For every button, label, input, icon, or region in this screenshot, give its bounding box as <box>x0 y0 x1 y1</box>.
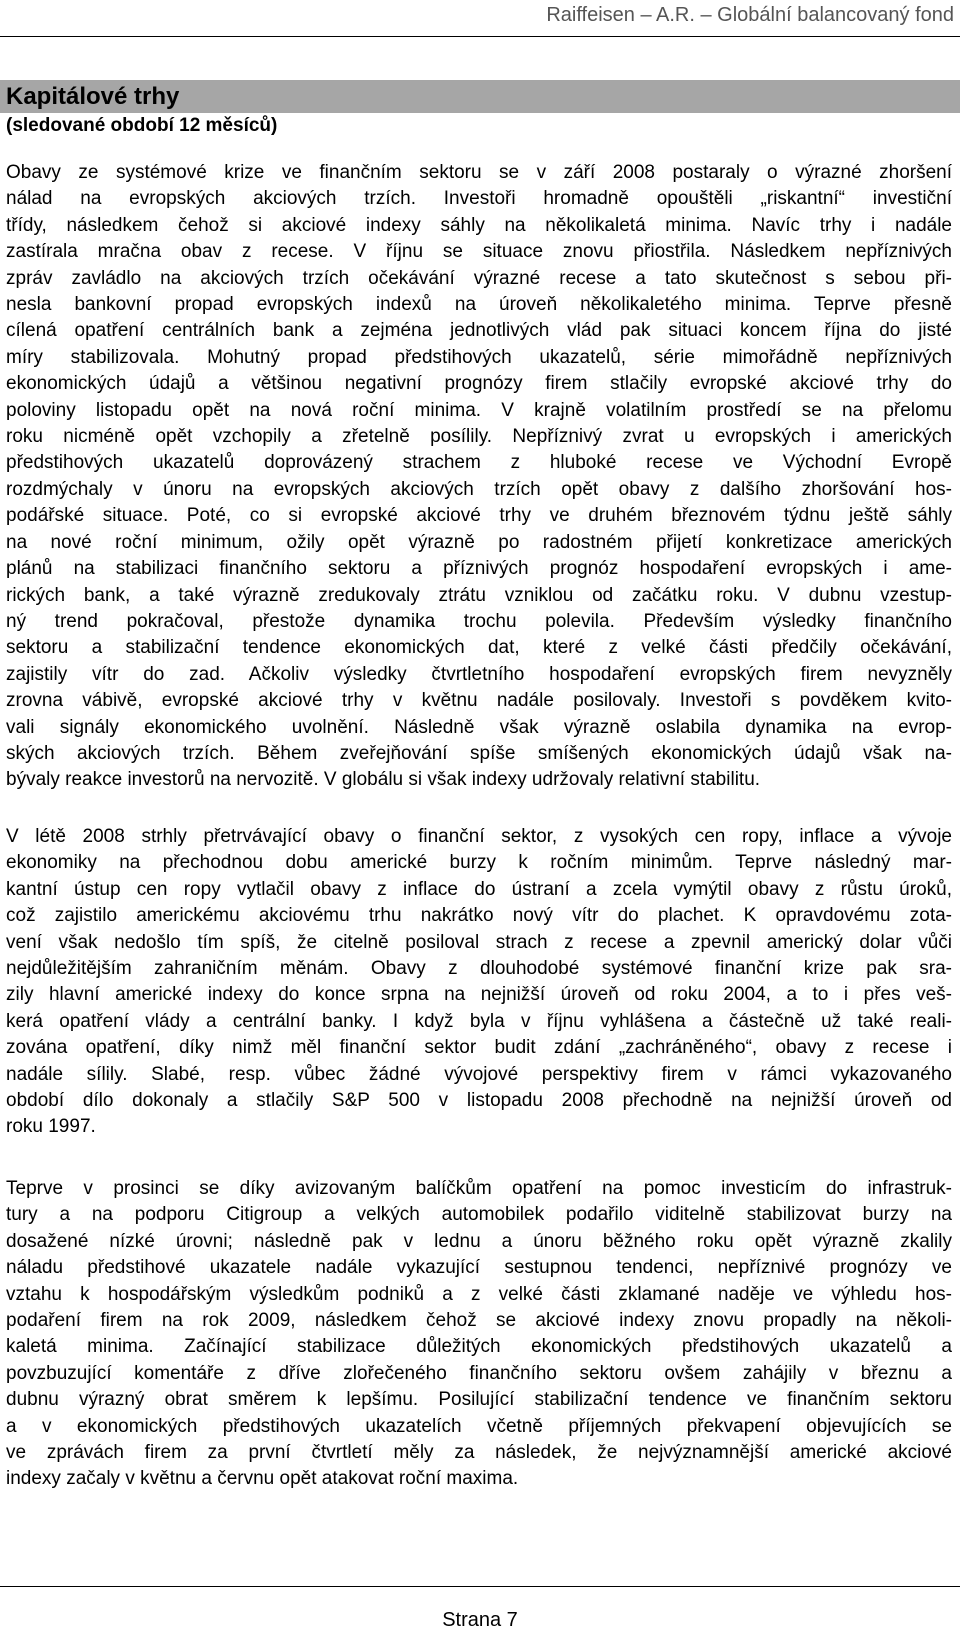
text-line: vení však nedošlo tím spíš, že citelně posiloval strach z recese a zpevnil americký dolar vůči <box>6 931 952 953</box>
text-line: bývaly reakce investorů na nervozitě. V globálu si však indexy udržovaly relativní stabilitu. <box>6 769 761 791</box>
text-line: ve zprávách firem za první čtvrtletí měly za následek, že nejvýznamnější americké akciové <box>6 1442 952 1464</box>
footer-divider <box>0 1586 960 1587</box>
text-line: a v ekonomických předstihových ukazatelích včetně příjemných překvapení objevujících se <box>6 1415 952 1437</box>
text-line: ekonomiky na přechodnou dobu americké burzy k ročním minimům. Teprve následný mar- <box>6 852 952 874</box>
text-line: nadále sílily. Slabé, resp. vůbec žádné vývojové perspektivy firem v rámci vykazovaného <box>6 1063 952 1085</box>
text-line: zpráv zavládlo na akciových trzích očekávání výrazné recese a tato skutečnost s sebou při- <box>6 267 952 289</box>
text-line: kerá opatření vlády a centrální banky. I když byla v říjnu vyhlášena a částečně už také reali- <box>6 1010 952 1032</box>
text-line: podaření firem na rok 2009, následkem čehož se akciové indexy znovu propadly na několi- <box>6 1310 952 1332</box>
text-line: míry stabilizovala. Mohutný propad předstihových ukazatelů, série mimořádně nepříznivých <box>6 346 952 368</box>
text-line: vali signály ekonomického uvolnění. Následně však výrazně oslabila dynamika na evrop- <box>6 716 952 738</box>
text-line: tury a na podporu Citigroup a velkých automobilek podařilo viditelně stabilizovat burzy na <box>6 1204 952 1226</box>
text-line: dubnu výrazný obrat směrem k lepšímu. Posilující stabilizační tendence ve finančním sektoru <box>6 1389 952 1411</box>
text-line: zována opatření, díky nimž měl finanční sektor budit zdání „zachráněného“, obavy z recese i <box>6 1037 952 1059</box>
section-title: Kapitálové trhy <box>6 83 180 110</box>
text-line: třídy, následkem čehož si akciové indexy sáhly na několikaletá minima. Navíc trhy i nadále <box>6 214 952 236</box>
text-line: Teprve v prosinci se díky avizovaným balíčkům opatření na pomoc investicím do infrastruk- <box>6 1178 952 1199</box>
text-line: kaletá minima. Začínající stabilizace důležitých ekonomických předstihových ukazatelů a <box>6 1336 952 1358</box>
text-line: ských akciových trzích. Během zveřejňování spíše smíšených ekonomických údajů však na- <box>6 742 952 764</box>
header-divider <box>0 36 960 37</box>
text-line: roku nicméně opět vzchopily a zřetelně posílily. Nepříznivý zvrat u evropských i amerických <box>6 426 952 448</box>
text-line: předstihových ukazatelů doprovázený strachem z hluboké recese ve Východní Evropě <box>6 452 952 474</box>
running-header: Raiffeisen – A.R. – Globální balancovaný fond <box>546 4 954 26</box>
text-line: roku 1997. <box>6 1116 96 1138</box>
text-line: rických bank, a také výrazně zredukovaly ztrátu vzniklou od začátku roku. V dubnu vzestup- <box>6 584 952 606</box>
text-line: dosažené nízké úrovni; následně pak v lednu a únoru běžného roku opět výrazně zkalily <box>6 1230 952 1252</box>
text-line: na nové roční minimum, ožily opět výrazně po radostném přijetí konkretizace amerických <box>6 531 952 553</box>
paragraph-european-markets <box>6 160 952 794</box>
text-line: rozdmýchaly v únoru na evropských akciových trzích opět obavy z dalšího zhoršování hos- <box>6 478 952 500</box>
text-line: poloviny listopadu opět na nová roční minima. V krajně volatilním prostředí se na přelomu <box>6 399 952 421</box>
text-line: indexy začaly v květnu a červnu opět atakovat roční maxima. <box>6 1468 519 1490</box>
text-line: povzbuzující komentáře z dříve zlořečeného finančního sektoru ovšem zahájily v březnu a <box>6 1362 952 1384</box>
text-line: náladu předstihové ukazatele nadále vykazující sestupnou tendenci, nepříznivé prognózy ve <box>6 1257 952 1279</box>
text-line: zily hlavní americké indexy do konce srpna na nejnižší úroveň od roku 2004, a to i přes veš- <box>6 984 952 1006</box>
text-line: období dílo dokonaly a stlačily S&P 500 v listopadu 2008 přechodně na nejnižší úroveň od <box>6 1090 952 1112</box>
text-line: zrovna vábivě, evropské akciové trhy v květnu nadále posilovaly. Investoři s povděkem kvito- <box>6 690 952 712</box>
text-line: plánů na stabilizaci finančního sektoru a příznivých prognóz hospodaření evropských i ame- <box>6 558 952 580</box>
text-line: vztahu k hospodářským výsledkům podniků a z velké části zklamané naděje ve výhledu hos- <box>6 1283 952 1305</box>
page-number: Strana 7 <box>442 1609 518 1631</box>
paragraph-us-markets-2008 <box>6 824 952 1141</box>
text-line: kantní ústup cen ropy vytlačil obavy z inflace do ústraní a zcela vymýtil obavy z růstu úroků, <box>6 878 952 900</box>
paragraph-us-markets-recovery <box>6 1176 952 1493</box>
text-line: sektoru a stabilizační tendence ekonomických dat, které z velké části předčily očekávání, <box>6 637 952 659</box>
text-line: V létě 2008 strhly přetrvávající obavy o finanční sektor, z vysokých cen ropy, inflace a vývoje <box>6 826 952 847</box>
text-line: nesla bankovní propad evropských indexů na úroveň několikaletého minima. Teprve přesně <box>6 294 952 316</box>
text-line: nálad na evropských akciových trzích. Investoři hromadně opouštěli „riskantní“ investiční <box>6 188 952 210</box>
text-line: podářské situace. Poté, co si evropské akciové trhy ve druhém březnovém týdnu ještě sáhly <box>6 505 952 527</box>
text-line: nejdůležitějším zahraničním měnám. Obavy z dlouhodobé systémové finanční krize pak sra- <box>6 958 952 980</box>
section-subtitle: (sledované období 12 měsíců) <box>6 115 278 136</box>
text-line: což zajistilo americkému akciovému trhu nakrátko nový vítr do plachet. K opravdovému zota- <box>6 905 952 927</box>
text-line: cílená opatření centrálních bank a zejména jednotlivých vlád pak situaci koncem října do jisté <box>6 320 952 342</box>
text-line: zajistily vítr do zad. Ačkoliv výsledky čtvrtletního hospodaření evropských firem nevyzněly <box>6 663 952 685</box>
text-line: Obavy ze systémové krize ve finančním sektoru se v září 2008 postaraly o výrazné zhoršení <box>6 162 952 183</box>
text-line: ný trend pokračoval, přestože dynamika trochu polevila. Především výsledky finančního <box>6 610 952 632</box>
text-line: zastírala mračna obav z recese. V říjnu se situace znovu přiostřila. Následkem nepříznivých <box>6 241 952 263</box>
text-line: ekonomických údajů a většinou negativní prognózy firem stlačily evropské akciové trhy do <box>6 373 952 395</box>
